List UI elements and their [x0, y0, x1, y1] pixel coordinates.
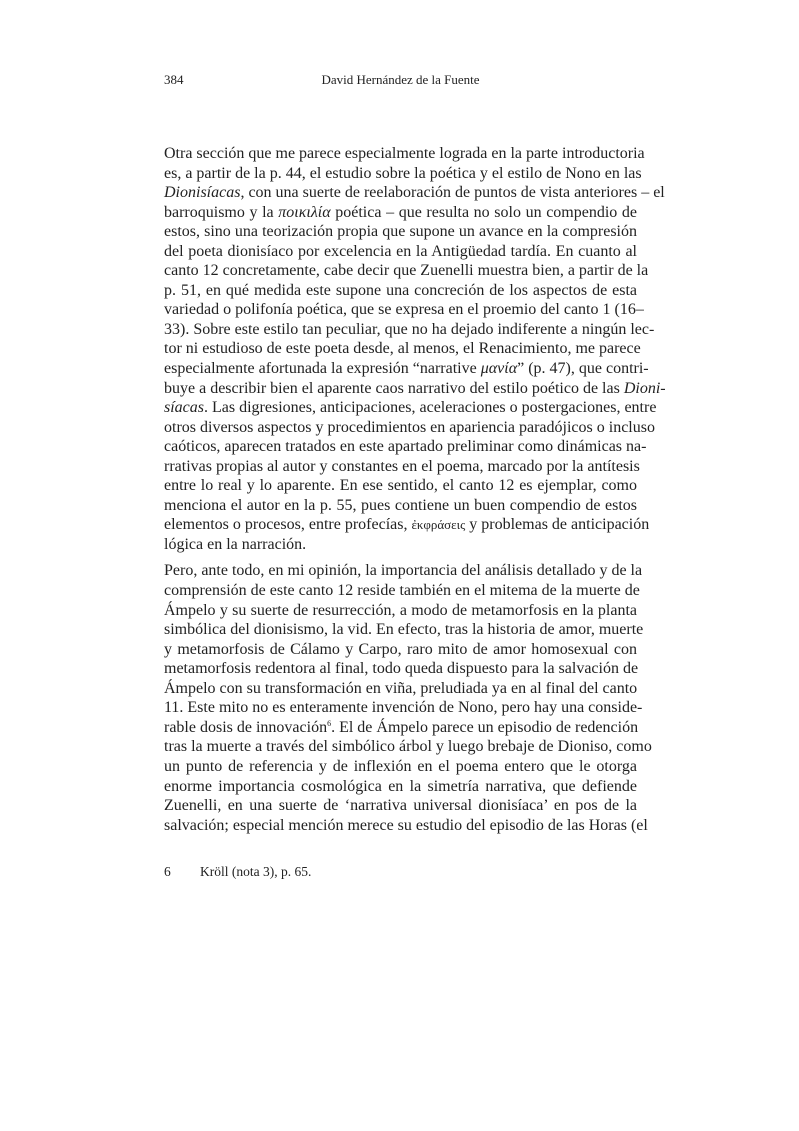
- text-segment: simbólica del dionisismo, la vid. En efecto, tras la historia de amor, muerte: [164, 621, 644, 639]
- paragraph: [164, 561, 652, 835]
- text-line: [164, 300, 644, 320]
- text-segment: p. 51, en qué medida este supone una concreción de los aspectos de esta: [164, 281, 637, 299]
- footnote-number: 6: [164, 864, 171, 879]
- text-line: [164, 320, 655, 340]
- text-segment: . El de Ámpelo parece un episodio de redención: [331, 718, 639, 736]
- footnote: [164, 864, 311, 880]
- page-header: [164, 72, 637, 90]
- text-line: [164, 698, 643, 718]
- text-line: [164, 659, 637, 679]
- text-segment: poética – que resulta no solo un compendio de: [330, 203, 638, 221]
- text-segment: tor ni estudioso de este poeta desde, al menos, el Renacimiento, me parece: [164, 340, 641, 358]
- text-segment: y problemas de anticipación: [465, 516, 650, 534]
- footnote-text: Kröll (nota 3), p. 65.: [200, 864, 312, 879]
- text-line: [164, 261, 649, 281]
- text-segment: Ámpelo y su suerte de resurrección, a modo de metamorfosis en la planta: [164, 601, 637, 619]
- text-line: [164, 796, 637, 816]
- text-line: [164, 535, 637, 555]
- text-segment: lógica en la narración.: [164, 535, 307, 553]
- text-line: [164, 339, 641, 359]
- text-segment: ” (p. 47), que contri-: [517, 360, 649, 378]
- text-line: [164, 601, 637, 621]
- text-line: [164, 457, 640, 477]
- text-segment: del poeta dionisíaco por excelencia en la Antigüedad tardía. En cuanto al: [164, 242, 637, 260]
- text-line: [164, 581, 640, 601]
- text-segment: ἐκφράσεις: [411, 517, 466, 533]
- text-segment: Pero, ante todo, en mi opinión, la importancia del análisis detallado y de la: [164, 562, 643, 580]
- text-line: [164, 640, 637, 660]
- text-line: [164, 359, 649, 379]
- text-line: [164, 816, 648, 836]
- page-number: 384: [164, 72, 184, 87]
- text-line: [164, 561, 643, 581]
- text-segment: elementos o procesos, entre profecías,: [164, 516, 412, 534]
- text-segment: estos, sino una teorización propia que supone un avance en la compresión: [164, 223, 637, 241]
- text-segment: rrativas propias al autor y constantes en el poema, marcado por la antítesis: [164, 457, 640, 475]
- text-line: [164, 144, 645, 164]
- text-line: [164, 737, 652, 757]
- text-line: [164, 398, 657, 418]
- text-segment: metamorfosis redentora al final, todo queda dispuesto para la salvación de: [164, 660, 639, 678]
- footnote-ref: 6: [327, 718, 332, 728]
- text-segment: y metamorfosis de Cálamo y Carpo, raro mito de amor homosexual con: [164, 640, 637, 658]
- text-segment: , con una suerte de reelaboración de puntos de vista anteriores – el: [240, 184, 665, 202]
- text-segment: es, a partir de la p. 44, el estudio sobre la poética y el estilo de Nono en las: [164, 164, 642, 182]
- text-segment: Dioni-: [623, 379, 666, 397]
- text-segment: Zuenelli, en una suerte de ‘narrativa universal dionisíaca’ en pos de la: [164, 797, 637, 815]
- text-line: [164, 437, 647, 457]
- text-line: [164, 757, 637, 777]
- text-segment: especialmente afortunada la expresión “narrative: [164, 360, 481, 378]
- text-segment: canto 12 concretamente, cabe decir que Zuenelli muestra bien, a partir de la: [164, 262, 649, 280]
- text-segment: barroquismo y la: [164, 203, 279, 221]
- text-segment: variedad o polifonía poética, que se expresa en el proemio del canto 1 (16–: [164, 301, 644, 319]
- running-title: David Hernández de la Fuente: [321, 72, 480, 87]
- text-segment: menciona el autor en la p. 55, pues contiene un buen compendio de estos: [164, 496, 637, 514]
- text-segment: síacas: [164, 399, 204, 417]
- text-segment: Otra sección que me parece especialmente lograda en la parte introductoria: [164, 145, 645, 162]
- text-segment: μανία: [480, 360, 518, 378]
- text-segment: salvación; especial mención merece su estudio del episodio de las Horas (el: [164, 816, 648, 834]
- text-line: [164, 620, 644, 640]
- text-segment: enorme importancia cosmológica en la simetría narrativa, que defiende: [164, 777, 637, 795]
- text-line: [164, 203, 637, 223]
- body-text: [164, 144, 666, 835]
- text-segment: . Las digresiones, anticipaciones, aceleraciones o postergaciones, entre: [204, 399, 657, 417]
- text-segment: un punto de referencia y de inflexión en el poema entero que le otorga: [164, 757, 637, 775]
- text-line: [164, 515, 650, 535]
- text-line: [164, 496, 637, 516]
- text-segment: ποικιλία: [278, 203, 331, 221]
- text-line: [164, 379, 666, 399]
- text-segment: comprensión de este canto 12 reside también en el mitema de la muerte de: [164, 582, 640, 600]
- text-line: [164, 183, 665, 203]
- text-segment: entre lo real y lo aparente. En ese sentido, el canto 12 es ejemplar, como: [164, 477, 637, 495]
- text-segment: Ámpelo con su transformación en viña, preludiada ya en al final del canto: [164, 679, 638, 697]
- text-segment: caóticos, aparecen tratados en este apartado preliminar como dinámicas na-: [164, 438, 647, 456]
- text-segment: rable dosis de innovación: [164, 718, 328, 736]
- text-segment: tras la muerte a través del simbólico árbol y luego brebaje de Dioniso, como: [164, 738, 652, 756]
- text-line: [164, 242, 637, 262]
- text-line: [164, 476, 637, 496]
- text-line: [164, 679, 637, 699]
- text-segment: otros diversos aspectos y procedimientos en apariencia paradójicos o incluso: [164, 418, 655, 436]
- text-line: [164, 281, 637, 301]
- text-line: [164, 777, 637, 797]
- text-segment: Dionisíacas: [164, 184, 241, 202]
- text-line: [164, 418, 655, 438]
- paragraph: [164, 144, 666, 554]
- text-line: [164, 718, 637, 738]
- text-line: [164, 164, 642, 184]
- text-segment: 33). Sobre este estilo tan peculiar, que no ha dejado indiferente a ningún lec-: [164, 320, 655, 338]
- text-line: [164, 222, 637, 242]
- text-segment: buye a describir bien el aparente caos narrativo del estilo poético de las: [164, 379, 624, 397]
- text-segment: 11. Este mito no es enteramente invención de Nono, pero hay una conside-: [164, 699, 643, 717]
